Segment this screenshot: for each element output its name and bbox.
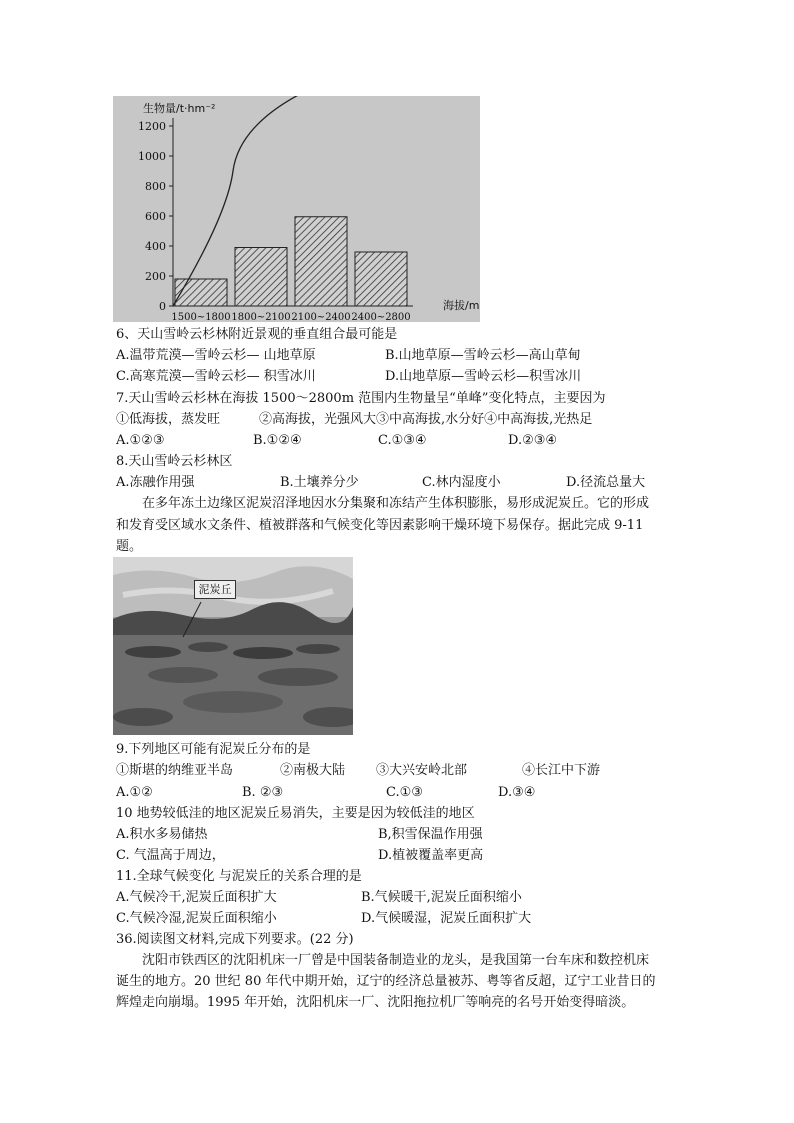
q36-stem: 36.阅读图文材料,完成下列要求。(22 分) — [116, 932, 354, 947]
x-tick-label: 2400~2800 — [351, 312, 411, 322]
q9-item-1: ①斯堪的纳维亚半岛 — [116, 763, 234, 778]
q9-item-4: ④长江中下游 — [522, 763, 601, 778]
passage-line-3: 题。 — [116, 539, 143, 554]
x-tick-label: 1500~1800 — [171, 312, 231, 322]
q9-option-b: B. ②③ — [242, 785, 284, 800]
y-axis-label: 生物量/t·hm⁻² — [143, 102, 216, 115]
q11-option-b: B.气候暖干,泥炭丘面积缩小 — [361, 890, 522, 905]
q10-option-d: D.植被覆盖率更高 — [378, 848, 484, 863]
q9-option-d: D.③④ — [498, 785, 536, 800]
q10-stem: 10 地势较低洼的地区泥炭丘易消失，主要是因为较低洼的地区 — [116, 806, 475, 821]
peat-mound-photo — [113, 557, 353, 735]
q8-option-d: D.径流总量大 — [566, 475, 646, 490]
q7-option-d: D.②③④ — [508, 433, 558, 448]
q6-stem: 6、天山雪岭云杉林附近景观的垂直组合最可能是 — [116, 327, 398, 342]
q9-item-3: ③大兴安岭北部 — [376, 763, 468, 778]
q7-option-c: C.①③④ — [378, 433, 427, 448]
y-tick-label: 0 — [159, 300, 166, 313]
y-tick-label: 1000 — [138, 150, 166, 163]
q6-option-a: A.温带荒漠—雪岭云杉— 山地草原 — [116, 348, 316, 363]
q10-option-a: A.积水多易储热 — [116, 827, 208, 842]
q6-option-b: B.山地草原—雪岭云杉—高山草甸 — [385, 348, 581, 363]
bar — [235, 248, 287, 307]
q11-option-d: D.气候暖湿，泥炭丘面积扩大 — [361, 911, 532, 926]
q7-option-b: B.①②④ — [253, 433, 302, 448]
q8-option-b: B.土壤养分少 — [280, 475, 359, 490]
q6-option-d: D.山地草原—雪岭云杉—积雪冰川 — [385, 369, 582, 384]
q8-option-a: A.冻融作用强 — [116, 475, 195, 490]
x-tick-label: 1800~2100 — [231, 312, 291, 322]
bar — [295, 217, 347, 306]
q36-line-3: 辉煌走向崩塌。1995 年开始，沈阳机床一厂、沈阳拖拉机厂等响亮的名号开始变得暗淡。 — [116, 995, 635, 1010]
q9-option-a: A.①② — [116, 785, 153, 800]
q11-option-a: A.气候冷干,泥炭丘面积扩大 — [116, 890, 277, 905]
biomass-chart-svg — [113, 96, 480, 322]
q8-stem: 8.天山雪岭云杉林区 — [116, 454, 233, 469]
q8-option-c: C.林内湿度小 — [422, 475, 501, 490]
x-axis-label: 海拔/m — [443, 299, 480, 312]
q9-stem: 9.下列地区可能有泥炭丘分布的是 — [116, 742, 311, 757]
q36-line-1: 沈阳市铁西区的沈阳机床一厂曾是中国装备制造业的龙头，是我国第一台车床和数控机床 — [142, 953, 650, 968]
q11-option-c: C.气候冷湿,泥炭丘面积缩小 — [116, 911, 277, 926]
q36-line-2: 诞生的地方。20 世纪 80 年代中期开始，辽宁的经济总量被苏、粤等省反超，辽宁工业昔日的 — [116, 974, 656, 989]
y-tick-label: 400 — [145, 240, 166, 253]
y-tick-label: 1200 — [138, 120, 166, 133]
y-tick-label: 200 — [145, 270, 166, 283]
q10-option-b: B,积雪保温作用强 — [378, 827, 483, 842]
y-tick-label: 800 — [145, 180, 166, 193]
bar — [355, 252, 407, 306]
q7-option-a: A.①②③ — [116, 433, 165, 448]
q9-item-2: ②南极大陆 — [280, 763, 346, 778]
y-tick-label: 600 — [145, 210, 166, 223]
q7-stem: 7.天山雪岭云杉林在海拔 1500～2800m 范围内生物量呈“单峰”变化特点，主要因为 — [116, 391, 606, 406]
q10-option-c: C. 气温高于周边， — [116, 848, 225, 863]
passage-line-1: 在多年冻土边缘区泥炭沼泽地因水分集聚和冻结产生体积膨胀，易形成泥炭丘。它的形成 — [142, 496, 650, 511]
x-tick-label: 2100~2400 — [291, 312, 351, 322]
passage-line-2: 和发育受区域水文条件、植被群落和气候变化等因素影响干燥环境下易保存。据此完成 9-11 — [116, 518, 644, 533]
q7-items: ①低海拔，蒸发旺 ②高海拔，光强风大③中高海拔,水分好④中高海拔,光热足 — [116, 412, 593, 427]
q9-option-c: C.①③ — [386, 785, 423, 800]
q11-stem: 11.全球气候变化 与泥炭丘的关系合理的是 — [116, 869, 362, 884]
biomass-chart — [113, 96, 480, 322]
peat-mound-label: 泥炭丘 — [194, 580, 236, 599]
q6-option-c: C.高寒荒漠—雪岭云杉— 积雪冰川 — [116, 369, 316, 384]
bar — [175, 279, 227, 306]
